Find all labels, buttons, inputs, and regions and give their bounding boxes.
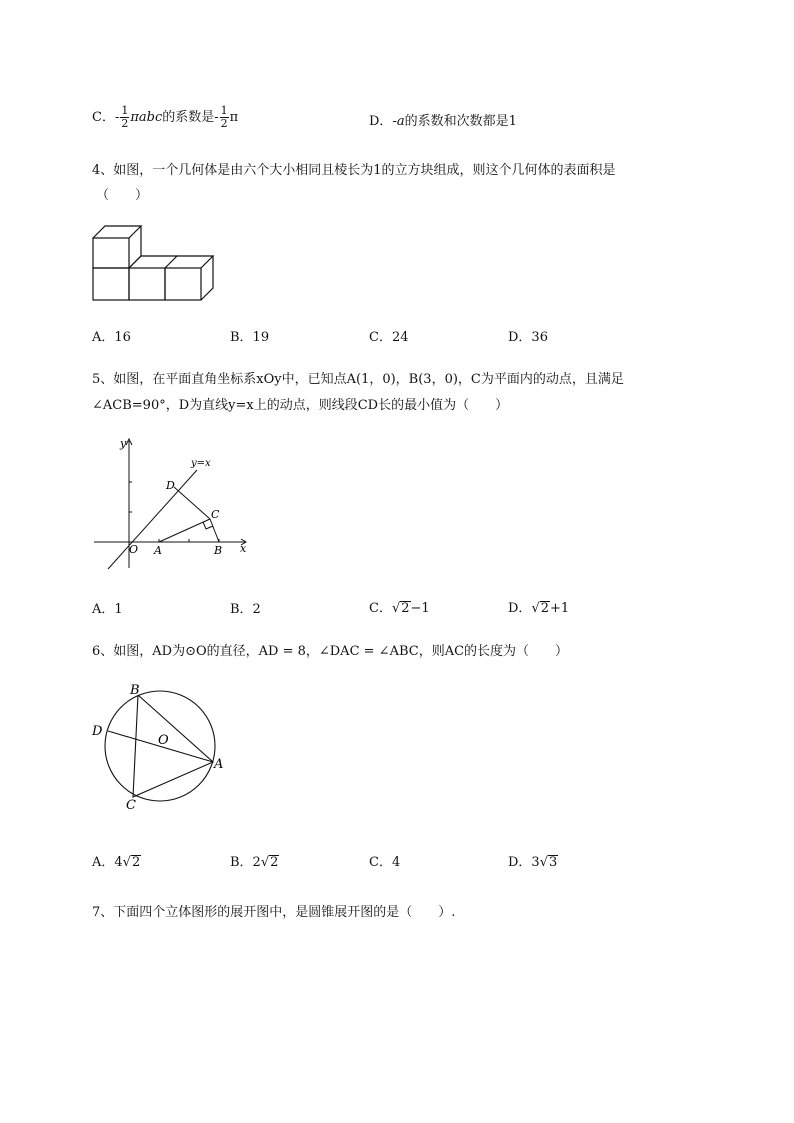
q5-label-a: A [154, 544, 162, 557]
q5-d-radicand: 2 [540, 601, 550, 616]
q5-stem-line1: 5、如图，在平面直角坐标系xOy中，已知点A(1，0)，B(3，0)，C为平面内的动点，且满足 [92, 372, 624, 387]
q6-option-c: C．4 [369, 855, 401, 870]
q6-option-a: A．4√2 [92, 855, 141, 870]
q4-option-a: A．16 [92, 330, 131, 345]
q6-circle-figure [88, 682, 233, 814]
q4-option-b: B．19 [230, 330, 270, 345]
q7-stem: 7、下面四个立体图形的展开图中，是圆锥展开图的是（ ）. [92, 905, 456, 920]
q3-c-prefix: C．- [92, 110, 120, 125]
q5-c-prefix: C． [369, 601, 392, 616]
q5-d-tail: +1 [550, 601, 570, 616]
q3-c-tail: π [229, 110, 239, 125]
q5-label-line: y=x [191, 458, 211, 469]
q5-label-d: D [166, 479, 175, 492]
q4-paren: （ ） [96, 188, 149, 203]
q5-option-b: B．2 [230, 602, 261, 617]
q5-label-o: O [129, 543, 139, 556]
q5-option-c: C．√2−1 [369, 601, 430, 616]
q3-c-frac-num: 1 [121, 104, 129, 117]
q6-b-radicand: 2 [270, 855, 279, 870]
q4-cube-figure [88, 222, 233, 304]
q5-option-a: A．1 [92, 602, 123, 617]
q3-c-frac-den: 2 [121, 117, 129, 130]
q3-option-c [92, 105, 238, 130]
q3-c-frac2-num: 1 [220, 104, 228, 117]
q6-d-prefix: D．3 [508, 855, 540, 870]
q3-c-expr: πabc [130, 110, 163, 125]
q6-a-prefix: A．4 [92, 855, 123, 870]
q6-label-b: B [130, 683, 140, 698]
q5-c-radicand: 2 [401, 601, 410, 616]
q5-coordinate-figure [90, 433, 255, 573]
q6-stem: 6、如图，AD为⊙O的直径，AD = 8，∠DAC = ∠ABC，则AC的长度为（ ） [92, 644, 569, 659]
q5-label-x: x [240, 542, 247, 555]
q6-d-radicand: 3 [549, 855, 558, 870]
q6-label-o: O [158, 733, 169, 748]
q3-c-fraction [120, 105, 129, 130]
q5-label-y: y [120, 437, 127, 450]
q6-label-a: A [214, 757, 224, 772]
q6-label-d: D [92, 724, 103, 739]
q3-c-frac2-den: 2 [220, 117, 228, 130]
q6-b-prefix: B．2 [230, 855, 261, 870]
q5-label-b: B [214, 544, 223, 557]
q4-option-c: C．24 [369, 330, 409, 345]
q4-option-d: D．36 [508, 330, 548, 345]
q4-stem: 4、如图，一个几何体是由六个大小相同且棱长为1的立方块组成，则这个几何体的表面积是 [92, 163, 616, 178]
q6-option-d: D．3√3 [508, 855, 558, 870]
q3-d-tail: 的系数和次数都是1 [404, 114, 517, 129]
q5-d-prefix: D． [508, 601, 532, 616]
q3-c-fraction2 [220, 105, 229, 130]
q5-option-d: D．√2+1 [508, 601, 570, 616]
q6-label-c: C [126, 798, 136, 813]
q6-option-b: B．2√2 [230, 855, 279, 870]
q6-a-radicand: 2 [131, 855, 141, 870]
q5-label-c: C [211, 508, 220, 521]
q3-d-expr: -a [392, 114, 405, 129]
q5-stem-line2: ∠ACB=90°，D为直线y=x上的动点，则线段CD长的最小值为（ ） [92, 398, 509, 413]
q5-c-tail: −1 [410, 601, 430, 616]
q3-d-prefix: D． [369, 114, 393, 129]
q3-option-d [369, 110, 517, 129]
q3-c-mid: 的系数是- [162, 110, 219, 125]
